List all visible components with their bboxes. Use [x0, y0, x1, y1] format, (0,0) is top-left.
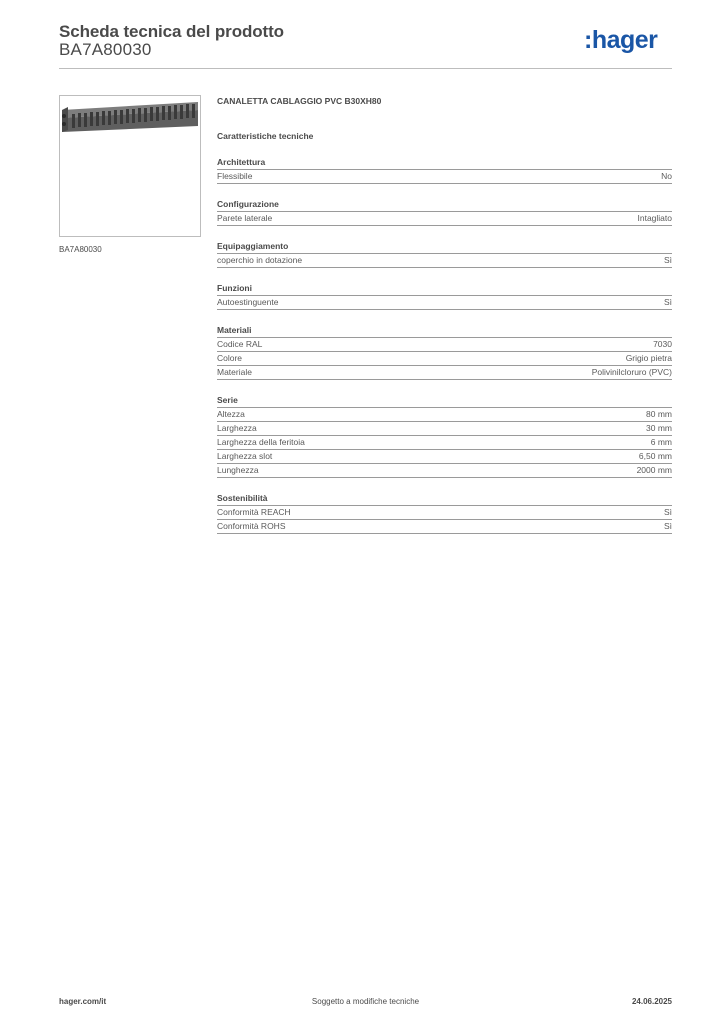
spec-row [217, 170, 672, 184]
spec-group-title: Configurazione [217, 198, 672, 212]
header-divider [59, 68, 672, 69]
spec-group [217, 198, 672, 226]
document-title: Scheda tecnica del prodotto [59, 22, 284, 41]
spec-label: Larghezza [217, 423, 257, 433]
spec-row [217, 464, 672, 478]
spec-value: No [661, 171, 672, 181]
page-footer [59, 997, 672, 1011]
spec-label: Colore [217, 353, 243, 363]
spec-label: Autoestinguente [217, 297, 279, 307]
hager-logo[interactable] [582, 24, 672, 58]
spec-label: Flessibile [217, 171, 253, 181]
page-header [59, 20, 672, 70]
image-caption: BA7A80030 [59, 245, 102, 254]
spec-value: Sì [663, 507, 672, 517]
spec-row [217, 254, 672, 268]
spec-row [217, 338, 672, 352]
spec-value: Grigio pietra [625, 353, 672, 363]
spec-group-title: Materiali [217, 324, 672, 338]
spec-value: Sì [663, 297, 672, 307]
spec-row [217, 436, 672, 450]
section-heading: Caratteristiche tecniche [217, 131, 314, 141]
spec-row [217, 450, 672, 464]
spec-group [217, 394, 672, 478]
spec-value: Intagliato [637, 213, 672, 223]
footer-website-link[interactable]: hager.com/it [59, 997, 107, 1006]
spec-value: 30 mm [646, 423, 672, 433]
spec-label: Conformità ROHS [217, 521, 286, 531]
spec-row [217, 520, 672, 534]
spec-group-title: Sostenibilità [217, 492, 672, 506]
svg-text::hager: :hager [584, 26, 658, 54]
spec-value: Polivinilcloruro (PVC) [591, 367, 672, 377]
spec-label: Altezza [217, 409, 245, 419]
spec-label: Codice RAL [217, 339, 263, 349]
spec-label: Larghezza della feritoia [217, 437, 305, 447]
spec-label: Larghezza slot [217, 451, 273, 461]
footer-disclaimer: Soggetto a modifiche tecniche [311, 997, 420, 1006]
product-specs [217, 95, 672, 534]
spec-groups [217, 156, 672, 534]
spec-value: 7030 [653, 339, 672, 349]
spec-label: Conformità REACH [217, 507, 291, 517]
spec-value: 80 mm [646, 409, 672, 419]
spec-group [217, 492, 672, 534]
spec-label: Parete laterale [217, 213, 273, 223]
spec-row [217, 408, 672, 422]
spec-row [217, 422, 672, 436]
spec-value: 2000 mm [636, 465, 672, 475]
spec-group-title: Architettura [217, 156, 672, 170]
product-name: CANALETTA CABLAGGIO PVC B30XH80 [217, 96, 382, 106]
spec-group [217, 282, 672, 310]
spec-value: Sì [663, 255, 672, 265]
product-code: BA7A80030 [59, 40, 152, 59]
spec-row [217, 506, 672, 520]
spec-group [217, 240, 672, 268]
spec-label: coperchio in dotazione [217, 255, 303, 265]
spec-value: Sì [663, 521, 672, 531]
spec-label: Lunghezza [217, 465, 259, 475]
spec-row [217, 212, 672, 226]
spec-label: Materiale [217, 367, 252, 377]
spec-row [217, 366, 672, 380]
footer-date: 24.06.2025 [631, 997, 672, 1006]
product-image [59, 95, 201, 237]
spec-value: 6,50 mm [638, 451, 672, 461]
spec-group [217, 324, 672, 380]
spec-group [217, 156, 672, 184]
spec-group-title: Equipaggiamento [217, 240, 672, 254]
spec-value: 6 mm [650, 437, 672, 447]
spec-row [217, 296, 672, 310]
spec-group-title: Funzioni [217, 282, 672, 296]
spec-row [217, 352, 672, 366]
spec-group-title: Serie [217, 394, 672, 408]
